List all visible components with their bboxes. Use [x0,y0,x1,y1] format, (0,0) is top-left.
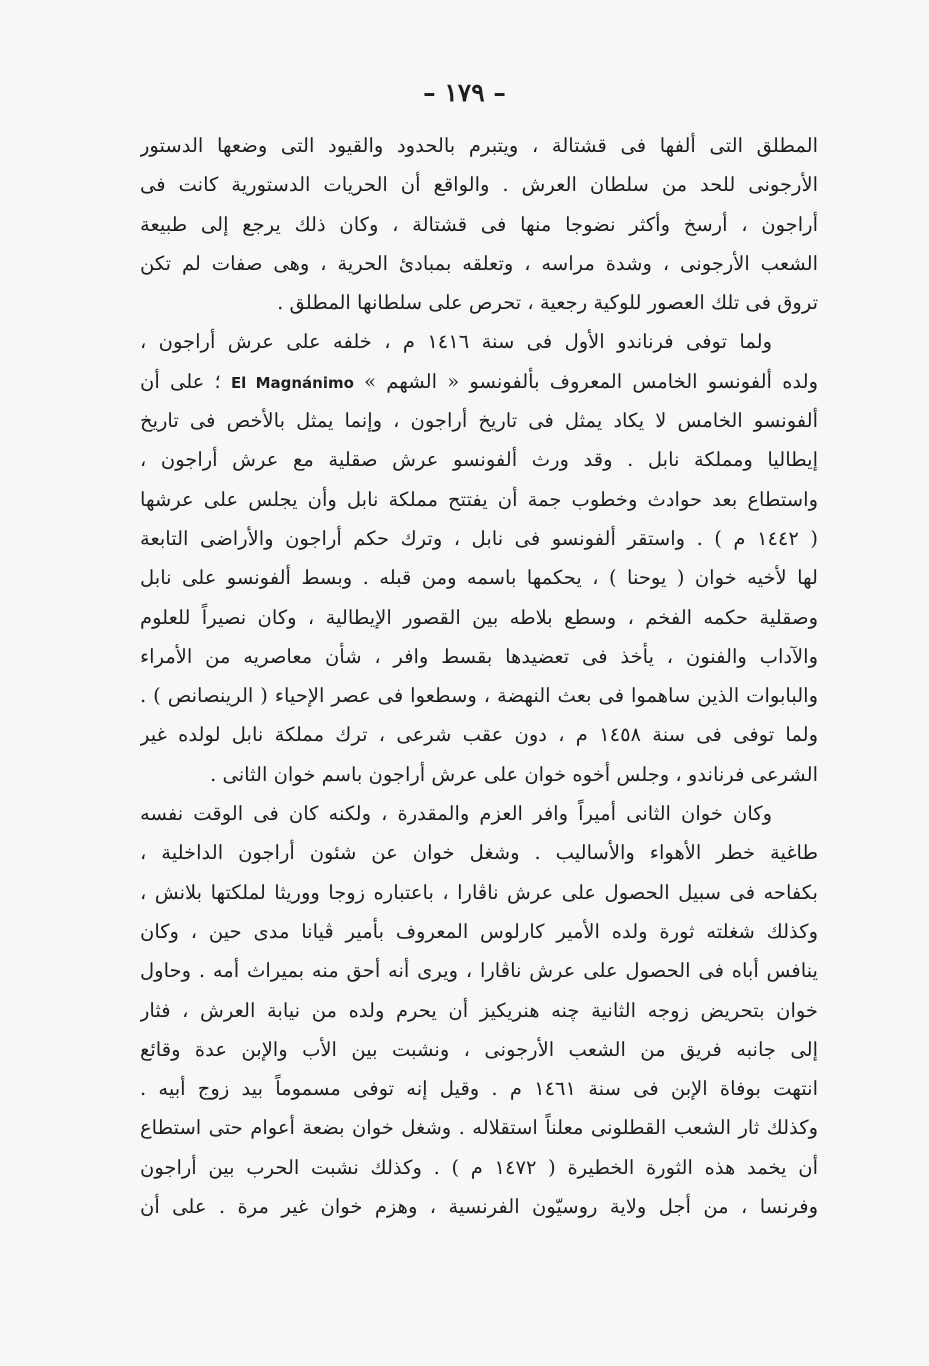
text-line: والآداب والفنون ، يأخذ فى تعضيدها بقسط وافر ، شأن معاصريه من الأمراء [140,644,818,668]
text-line: طاغية خطر الأهواء والأساليب . وشغل خوان عن شئون أراجون الداخلية ، [140,841,818,865]
text-line: الشرعى فرناندو ، وجلس أخوه خوان على عرش أراجون باسم خوان الثانى . [210,762,818,786]
text-line: وصقلية حكمه الفخم ، وسطع بلاطه بين القصور الإيطالية ، وكان نصيراً للعلوم [140,605,818,629]
page-number: – ١٧٩ – [423,78,506,107]
text-line: بكفاحه فى سبيل الحصول على عرش ناڤارا ، باعتباره زوجا ووريثا لملكتها بلانش ، [140,880,818,904]
text-line: الأرجونى للحد من سلطان العرش . والواقع أن الحريات الدستورية كانت فى [140,173,818,197]
text-line: لها لأخيه خوان ( يوحنا ) ، يحكمها باسمه ومن قبله . وبسط ألفونسو على نابل [140,566,818,590]
text-line: إلى جانبه فريق من الشعب الأرجونى ، ونشبت بين الأب والإبن عدة وقائع [140,1037,818,1061]
text-line: الشعب الأرجونى ، وشدة مراسه ، وتعلقه بمبادئ الحرية ، وهى صفات لم تكن [140,251,818,275]
text-line [140,362,818,401]
text-line: ( ١٤٤٢ م ) . واستقر ألفونسو فى نابل ، وترك حكم أراجون والأراضى التابعة [140,526,818,550]
text-segment: ؛ على أن [140,369,231,393]
text-line: أراجون ، أرسخ وأكثر نضوجا منها فى قشتالة ، وكان ذلك يرجع إلى طبيعة [140,212,818,236]
text-line: وكذلك ثار الشعب القطلونى معلناً استقلاله . وشغل خوان بضعة أعوام حتى استطاع [140,1116,818,1140]
text-line: انتهت بوفاة الإبن فى سنة ١٤٦١ م . وقيل إنه توفى مسموماً بيد زوج أبيه . [140,1077,818,1101]
text-line: وفرنسا ، من أجل ولاية روسيّون الفرنسية ، وهزم خوان غير مرة . على أن [140,1195,818,1219]
text-line: ولما توفى فى سنة ١٤٥٨ م ، دون عقب شرعى ، ترك مملكة نابل لولده غير [140,723,818,747]
text-line: المطلق التى ألفها فى قشتالة ، ويتبرم بالحدود والقيود التى وضعها الدستور [140,134,818,157]
text-line: وكذلك شغلته ثورة ولده الأمير كارلوس المعروف بأمير ڤيانا مدى حين ، وكان [140,919,818,943]
latin-term: El Magnánimo [230,373,354,392]
text-body [140,126,818,1226]
text-line: أن يخمد هذه الثورة الخطيرة ( ١٤٧٢ م ) . وكذلك نشبت الحرب بين أراجون [140,1155,818,1179]
text-line: تروق فى تلك العصور للوكية رجعية ، تحرص على سلطانها المطلق . [277,291,818,315]
text-line: ينافس أباه فى الحصول على عرش ناڤارا ، ويرى أنه أحق منه بميراث أمه . وحاول [140,959,818,983]
text-line: ألفونسو الخامس لا يكاد يمثل فى تاريخ أراجون ، وإنما يمثل بالأخص فى تاريخ [140,409,818,433]
text-line: إيطاليا ومملكة نابل . وقد ورث ألفونسو عرش صقلية مع عرش أراجون ، [140,448,818,472]
text-line: والبابوات الذين ساهموا فى بعث النهضة ، وسطعوا فى عصر الإحياء ( الرينصانص ) . [140,684,818,708]
text-line: ولما توفى فرناندو الأول فى سنة ١٤١٦ م ، خلفه على عرش أراجون ، [140,330,773,354]
text-line: خوان بتحريض زوجه الثانية چنه هنريكيز أن يحرم ولده من نيابة العرش ، فثار [140,998,818,1022]
text-line: واستطاع بعد حوادث وخطوب جمة أن يفتتح مملكة نابل وأن يجلس على عرشها [140,487,818,511]
text-line: وكان خوان الثانى أميراً وافر العزم والمقدرة ، ولكنه كان فى الوقت نفسه [140,802,772,826]
text-segment: ولده ألفونسو الخامس المعروف بألفونسو « الشهم » [353,369,818,393]
